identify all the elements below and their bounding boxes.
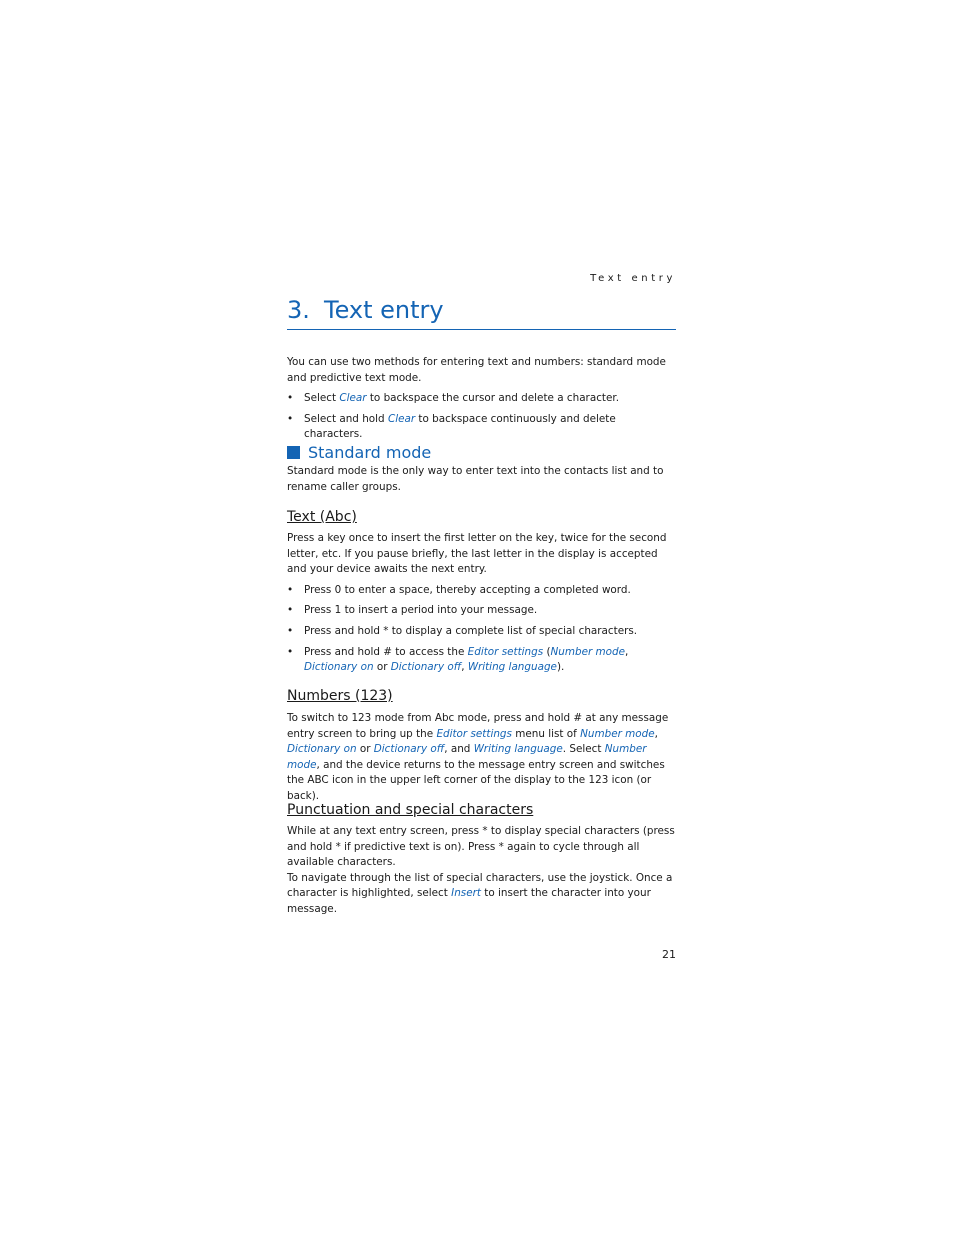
paragraph-text: . Select (562, 743, 605, 756)
punctuation-paragraph: While at any text entry screen, press * to display special characters (press and hold * if predictive text is on). Press * again to cycle through all available characters. (287, 825, 675, 869)
subheading-numbers: Numbers (123) (287, 688, 393, 704)
list-item (287, 603, 676, 619)
bullet-icon: • (287, 392, 294, 405)
clear-link: Clear (339, 392, 367, 405)
list-item (287, 583, 676, 599)
chapter-title-text: Text entry (324, 296, 444, 324)
bullet-text: , (461, 661, 468, 674)
number-mode-link: Number mode (580, 727, 655, 740)
running-header: Text entry (590, 273, 676, 284)
number-mode-link: Number mode (550, 645, 626, 658)
editor-settings-link: Editor settings (436, 727, 512, 740)
bullet-text: Press and hold * to display a complete list of special characters. (304, 624, 638, 637)
section-square-icon (287, 446, 300, 459)
subheading-punctuation: Punctuation and special characters (287, 802, 534, 818)
list-item (287, 412, 676, 443)
bullet-text: Press and hold # to access the (304, 645, 468, 658)
bullet-text: ). (556, 661, 565, 674)
list-item (287, 645, 676, 676)
intro-section (287, 355, 676, 448)
bullet-text: ( (543, 645, 551, 658)
section-heading-standard-mode (287, 443, 431, 463)
bullet-icon: • (287, 412, 294, 425)
list-item (287, 624, 676, 640)
list-item (287, 391, 676, 407)
bullet-text: Press 0 to enter a space, thereby accepting a completed word. (304, 583, 631, 596)
paragraph-text: , and the device returns to the message entry screen and switches the ABC icon in the upper left corner of the display to the 123 icon (or back). (287, 758, 665, 802)
paragraph-text: To navigate through the list of special characters, use the joystick. Once a character is highlighted, select (287, 871, 673, 900)
bullet-text: or (373, 661, 391, 674)
paragraph-text: , (654, 727, 658, 740)
bullet-text: Select (304, 392, 340, 405)
editor-settings-link: Editor settings (467, 645, 544, 658)
bullet-icon: • (287, 624, 294, 637)
text-abc-paragraph: Press a key once to insert the first letter on the key, twice for the second letter, etc. If you pause briefly, the last letter in the display is accepted and your device awaits the next entry. (287, 532, 667, 576)
page-number: 21 (662, 948, 676, 961)
paragraph-text: to insert the character into your message. (287, 887, 651, 915)
bullet-text: , (625, 645, 629, 658)
bullet-icon: • (287, 645, 294, 658)
text-abc-section (287, 531, 676, 681)
paragraph-text: To switch to 123 mode from Abc mode, press and hold # at any message entry screen to bring up the (287, 712, 669, 740)
paragraph-text: , and (444, 743, 474, 756)
number-mode-link: Number mode (287, 743, 647, 771)
writing-language-link: Writing language (473, 743, 563, 756)
dictionary-on-link: Dictionary on (304, 661, 374, 674)
insert-link: Insert (451, 887, 481, 900)
punctuation-section (287, 824, 676, 918)
bullet-text: Select and hold (304, 412, 388, 425)
dictionary-off-link: Dictionary off (373, 743, 445, 756)
intro-bullet-list (287, 391, 676, 443)
bullet-text: to backspace continuously and delete characters. (304, 412, 616, 441)
bullet-text: to backspace the cursor and delete a character. (366, 392, 619, 405)
paragraph-text: or (356, 743, 374, 756)
text-abc-bullet-list (287, 583, 676, 676)
numbers-paragraph (287, 711, 676, 805)
chapter-number: 3. (287, 296, 310, 324)
dictionary-off-link: Dictionary off (390, 661, 462, 674)
bullet-text: Press 1 to insert a period into your message. (304, 604, 538, 617)
clear-link: Clear (387, 412, 416, 425)
standard-mode-paragraph: Standard mode is the only way to enter text into the contacts list and to rename caller groups. (287, 465, 664, 493)
bullet-icon: • (287, 604, 294, 617)
section-heading-text: Standard mode (308, 443, 432, 462)
subheading-text-abc: Text (Abc) (287, 509, 357, 525)
writing-language-link: Writing language (467, 661, 557, 674)
dictionary-on-link: Dictionary on (287, 743, 357, 756)
paragraph-text: menu list of (511, 727, 581, 740)
punctuation-paragraph-2 (287, 871, 676, 918)
chapter-title (287, 295, 676, 330)
intro-paragraph: You can use two methods for entering text and numbers: standard mode and predictive text mode. (287, 356, 666, 384)
bullet-icon: • (287, 583, 294, 596)
